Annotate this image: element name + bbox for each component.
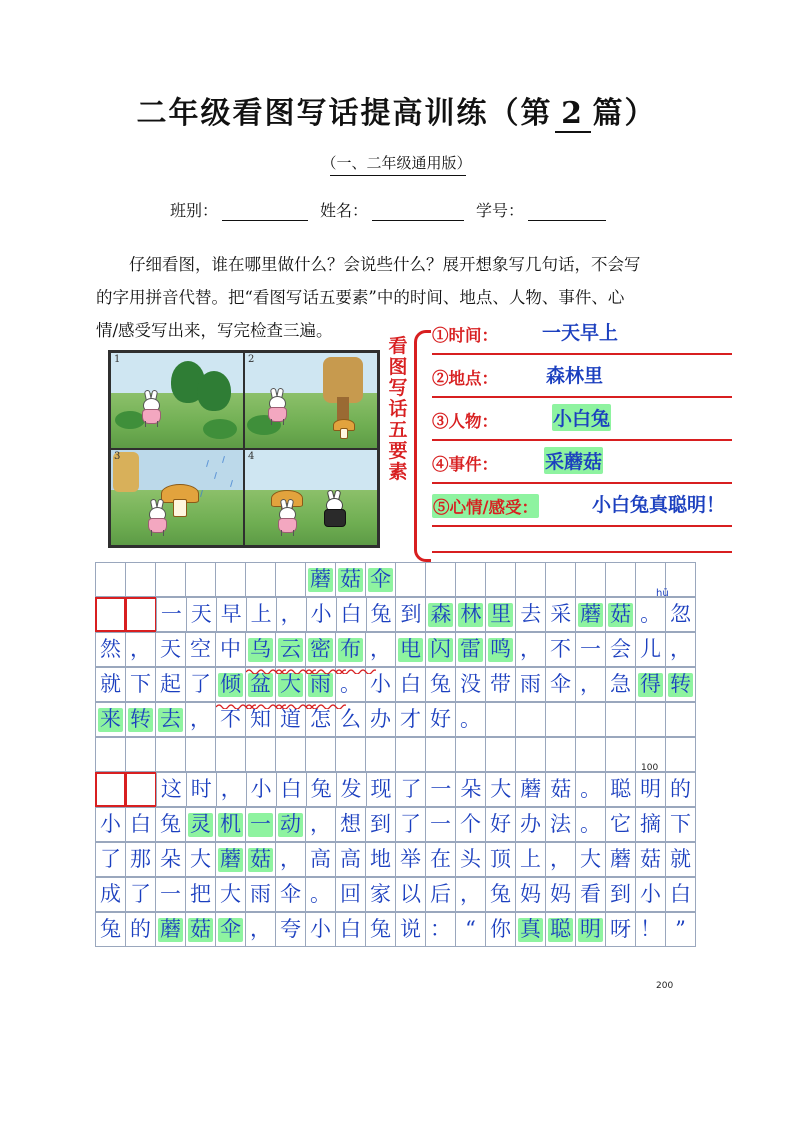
vertical-label-char: 素 [388,461,408,483]
composition-cell[interactable]: 发 [336,772,367,807]
composition-cell[interactable]: 转 [125,702,156,737]
place-value: 森林里 [546,365,604,387]
bunny-figure [265,391,289,425]
composition-row[interactable] [96,738,696,773]
composition-cell[interactable]: 雨 [245,877,276,912]
composition-row[interactable] [96,843,696,878]
composition-cell[interactable] [275,737,306,772]
name-input-line[interactable] [372,204,464,221]
composition-cell[interactable]: 雨 [305,667,336,702]
composition-cell[interactable]: 兔 [155,807,186,842]
composition-cell[interactable]: 怎 [305,702,336,737]
composition-cell[interactable]: 在 [425,842,456,877]
time-label: ①时间： [432,326,498,345]
extra-rule [432,551,732,553]
composition-cell[interactable]: 闪 [425,632,456,667]
student-id-label: 学号： [476,201,525,220]
composition-cell[interactable] [485,737,516,772]
composition-cell[interactable]: 雷 [455,632,486,667]
composition-cell[interactable] [125,562,156,597]
composition-cell[interactable]: 儿 [635,632,666,667]
composition-cell[interactable]: 看 [575,877,606,912]
composition-cell[interactable]: 那 [125,842,156,877]
composition-cell[interactable]: 鸣 [485,632,516,667]
composition-cell[interactable]: 说 [395,912,426,947]
feeling-label: ⑤心情/感受： [432,494,539,518]
vertical-label-char: 写 [388,377,408,399]
five-element-row-feeling [432,490,732,533]
composition-cell[interactable]: 了 [185,667,216,702]
composition-cell[interactable]: 盆 [245,667,276,702]
composition-cell[interactable] [185,737,216,772]
composition-cell[interactable]: 妈 [545,877,576,912]
composition-cell[interactable]: ， [365,632,396,667]
composition-cell[interactable]: 把 [185,877,216,912]
composition-cell[interactable]: 摘 [635,807,666,842]
composition-cell[interactable]: 菇 [635,842,666,877]
composition-cell[interactable]: 兔 [425,667,456,702]
title-suffix: 篇） [592,96,657,131]
composition-cell[interactable]: 不 [545,632,576,667]
composition-cell[interactable]: 头 [455,842,486,877]
place-rule [432,396,732,398]
composition-cell[interactable]: 急 [605,667,636,702]
picture-panel-3-number: 3 [114,451,121,462]
composition-cell[interactable]: ， [305,807,336,842]
composition-cell[interactable] [665,702,696,737]
composition-cell[interactable]: 明 [575,912,606,947]
composition-cell[interactable]: 你 [485,912,516,947]
composition-cell[interactable]: ， [185,702,216,737]
composition-cell[interactable]: 小 [306,597,337,632]
composition-cell[interactable]: 伞 [545,667,576,702]
composition-cell[interactable]: 。 [305,877,336,912]
composition-cell[interactable]: 白 [665,877,696,912]
composition-cell[interactable]: 一 [156,597,187,632]
picture-panel-1-number: 1 [114,354,121,365]
composition-cell[interactable] [395,737,426,772]
composition-cell[interactable]: 小 [635,877,666,912]
composition-cell[interactable]: 回 [335,877,366,912]
composition-cell[interactable]: 明 [635,772,666,807]
time-rule [432,353,732,355]
composition-cell[interactable]: 这 [156,772,187,807]
composition-cell[interactable]: 白 [276,772,307,807]
composition-row[interactable] [96,668,696,703]
feeling-value: 小白兔真聪明！ [592,494,726,516]
page-subtitle: （一、二年级通用版） [321,154,472,172]
character-value: 小白兔 [552,404,611,431]
composition-cell[interactable]: 一 [425,807,456,842]
composition-cell[interactable]: 蘑 [575,597,606,632]
composition-cell[interactable]: 森 [425,597,456,632]
composition-row[interactable] [96,773,696,808]
composition-cell[interactable]: 蘑 [215,842,246,877]
composition-cell[interactable]: 伞 [275,877,306,912]
picture-panel-2-number: 2 [248,354,255,365]
composition-row[interactable] [96,808,696,843]
composition-cell[interactable]: 蘑 [305,562,336,597]
composition-cell[interactable]: 举 [395,842,426,877]
composition-cell[interactable]: 天 [186,597,217,632]
composition-cell[interactable]: 忽 [665,597,696,632]
composition-cell[interactable] [125,772,156,807]
composition-cell[interactable] [545,702,576,737]
composition-cell[interactable]: 白 [336,597,367,632]
composition-cell[interactable]: 一 [425,772,456,807]
student-info-row [170,198,640,221]
time-value: 一天早上 [542,322,619,344]
composition-cell[interactable]: 大 [485,772,516,807]
composition-cell[interactable] [665,562,696,597]
composition-cell[interactable] [95,737,126,772]
composition-cell[interactable]: 道 [275,702,306,737]
composition-row[interactable] [96,878,696,913]
composition-cell[interactable]: ， [245,912,276,947]
composition-cell[interactable]: 地 [365,842,396,877]
composition-cell[interactable] [455,737,486,772]
composition-cell[interactable]: 伞 [365,562,396,597]
place-label: ②地点： [432,369,498,388]
composition-cell[interactable]: 高 [305,842,336,877]
composition-cell[interactable]: ， [216,772,247,807]
bunny-figure [139,393,163,427]
composition-cell[interactable]: 到 [395,597,426,632]
composition-cell[interactable]: 带 [485,667,516,702]
composition-cell[interactable]: 早 [216,597,247,632]
composition-cell[interactable]: 菇 [545,772,576,807]
composition-cell[interactable]: 雨 [515,667,546,702]
composition-cell[interactable]: 成 [95,877,126,912]
composition-cell[interactable]: 了 [125,877,156,912]
composition-cell[interactable] [485,702,516,737]
vertical-label-char: 图 [388,356,408,378]
composition-cell[interactable]: 大 [575,842,606,877]
composition-cell[interactable]: 才 [395,702,426,737]
composition-cell[interactable]: 会 [605,632,636,667]
five-element-extra-rule-row [432,533,732,559]
composition-cell[interactable]: 办 [365,702,396,737]
composition-cell[interactable]: 到 [365,807,396,842]
feeling-rule [432,525,732,527]
composition-cell[interactable]: 小 [365,667,396,702]
composition-cell[interactable]: 蘑 [605,842,636,877]
composition-cell[interactable]: 来 [95,702,126,737]
composition-cell[interactable]: 上 [246,597,277,632]
composition-cell[interactable]: 兔 [95,912,126,947]
pinyin-annotation: hū [656,588,669,599]
composition-row[interactable] [96,563,696,598]
composition-cell[interactable] [425,737,456,772]
composition-cell[interactable] [215,562,246,597]
composition-cell[interactable]: ， [665,632,696,667]
composition-cell[interactable]: 空 [185,632,216,667]
mother-rabbit-figure [321,494,347,530]
five-element-row-place [432,361,732,404]
five-elements-list [432,318,732,559]
composition-cell[interactable] [515,562,546,597]
composition-cell[interactable]: 了 [95,842,126,877]
instructions-line-1: 仔细看图，谁在哪里做什么？会说些什么？展开想象写几句话，不会写 [129,255,641,274]
composition-cell[interactable] [275,562,306,597]
bunny-figure [145,502,169,536]
class-label: 班别： [170,201,219,220]
composition-cell[interactable]: 兔 [485,877,516,912]
composition-cell[interactable]: 转 [665,667,696,702]
composition-cell[interactable]: 。 [455,702,486,737]
composition-cell[interactable]: 林 [455,597,486,632]
composition-cell[interactable]: 没 [455,667,486,702]
composition-cell[interactable] [605,702,636,737]
student-id-input-line[interactable] [528,204,606,221]
composition-cell[interactable]: 不 [215,702,246,737]
composition-cell[interactable]: 伞 [215,912,246,947]
composition-cell[interactable]: 大 [185,842,216,877]
composition-cell[interactable]: 一 [155,877,186,912]
composition-cell[interactable]: 小 [95,807,126,842]
composition-cell[interactable] [545,562,576,597]
composition-cell[interactable] [575,737,606,772]
composition-cell[interactable]: 么 [335,702,366,737]
event-value: 采蘑菇 [544,447,603,474]
name-label: 姓名： [320,201,369,220]
count-mark-100: 100 [641,763,659,773]
composition-cell[interactable] [245,737,276,772]
composition-cell[interactable]: ， [515,632,546,667]
title-prefix: 二年级看图写话提高训练（第 [136,96,553,131]
picture-panel-group [108,350,380,548]
composition-cell[interactable]: ， [275,842,306,877]
composition-cell[interactable] [575,702,606,737]
five-element-row-time [432,318,732,361]
composition-cell[interactable]: 真 [515,912,546,947]
composition-cell[interactable] [425,562,456,597]
composition-cell[interactable]: 机 [215,807,246,842]
composition-cell[interactable]: 聪 [605,772,636,807]
five-elements-vertical-label [385,336,411,548]
composition-cell[interactable]: 好 [485,807,516,842]
composition-cell[interactable]: 蘑 [155,912,186,947]
composition-cell[interactable]: ： [425,912,456,947]
composition-cell[interactable]: 一 [245,807,276,842]
vertical-label-char: 要 [388,440,408,462]
composition-cell[interactable]: 。 [635,597,666,632]
composition-cell[interactable]: 。 [575,807,606,842]
composition-cell[interactable] [515,702,546,737]
vertical-label-char: 看 [388,335,408,357]
composition-cell[interactable]: 的 [665,772,696,807]
composition-cell[interactable]: ” [665,912,696,947]
composition-row[interactable] [96,703,696,738]
subtitle-underline [330,175,466,176]
composition-cell[interactable]: 然 [95,632,126,667]
character-rule [432,439,732,441]
composition-cell[interactable] [605,737,636,772]
composition-cell[interactable]: 朵 [155,842,186,877]
composition-row[interactable] [96,633,696,668]
composition-cell[interactable]: 天 [155,632,186,667]
composition-cell[interactable] [305,737,336,772]
composition-cell[interactable]: 一 [575,632,606,667]
composition-row[interactable] [96,598,696,633]
composition-cell[interactable] [665,737,696,772]
composition-cell[interactable]: 蘑 [515,772,546,807]
composition-cell[interactable]: 了 [395,772,426,807]
composition-cell[interactable] [95,562,126,597]
composition-cell[interactable] [455,562,486,597]
vertical-label-char: 话 [388,398,408,420]
title-issue-number: 2 [555,96,591,133]
composition-row[interactable] [96,913,696,948]
composition-cell[interactable]: 到 [605,877,636,912]
composition-cell[interactable]: 以 [395,877,426,912]
composition-cell[interactable]: 呀 [605,912,636,947]
composition-cell[interactable]: 中 [215,632,246,667]
composition-cell[interactable]: ， [125,632,156,667]
composition-cell[interactable]: 时 [186,772,217,807]
composition-cell[interactable] [545,737,576,772]
composition-cell[interactable]: 去 [515,597,546,632]
composition-cell[interactable]: 密 [305,632,336,667]
composition-cell[interactable]: 下 [665,807,696,842]
composition-cell[interactable]: 白 [395,667,426,702]
composition-cell[interactable] [245,562,276,597]
five-element-row-character [432,404,732,447]
composition-cell[interactable]: 个 [455,807,486,842]
composition-cell[interactable] [575,562,606,597]
composition-cell[interactable]: 乌 [245,632,276,667]
composition-cell[interactable]: 法 [545,807,576,842]
composition-cell[interactable]: 高 [335,842,366,877]
composition-cell[interactable]: 下 [125,667,156,702]
composition-cell[interactable]: 上 [515,842,546,877]
composition-cell[interactable]: 就 [665,842,696,877]
composition-cell[interactable]: 布 [335,632,366,667]
composition-cell[interactable]: 动 [275,807,306,842]
composition-cell[interactable]: 朵 [455,772,486,807]
composition-cell[interactable]: 后 [425,877,456,912]
picture-panel-3 [110,449,244,546]
red-brace [414,330,431,562]
composition-cell[interactable]: ！ [635,912,666,947]
composition-cell[interactable]: 妈 [515,877,546,912]
composition-cell[interactable]: 夸 [275,912,306,947]
picture-panel-1 [110,352,244,449]
composition-cell[interactable]: 的 [125,912,156,947]
composition-cell[interactable]: 白 [125,807,156,842]
five-element-row-event [432,447,732,490]
composition-cell[interactable]: 灵 [185,807,216,842]
class-input-line[interactable] [222,204,308,221]
composition-cell[interactable]: 现 [366,772,397,807]
picture-panel-4-number: 4 [248,451,255,462]
composition-cell[interactable] [95,597,126,632]
composition-cell[interactable]: 知 [245,702,276,737]
composition-cell[interactable]: 它 [605,807,636,842]
composition-cell[interactable]: 。 [335,667,366,702]
composition-cell[interactable] [215,737,246,772]
composition-cell[interactable]: 里 [485,597,516,632]
composition-cell[interactable]: 聪 [545,912,576,947]
event-rule [432,482,732,484]
composition-cell[interactable]: 办 [515,807,546,842]
picture-panel-2 [244,352,378,449]
composition-cell[interactable]: 想 [335,807,366,842]
composition-cell[interactable]: 兔 [365,912,396,947]
event-label: ④事件： [432,455,498,474]
composition-cell[interactable]: 兔 [366,597,397,632]
composition-cell[interactable]: 大 [275,667,306,702]
picture-panel-4 [244,449,378,546]
instructions-line-2: 的字用拼音代替。把“看图写话五要素”中的时间、地点、人物、事件、心 [96,288,625,307]
composition-cell[interactable] [635,702,666,737]
composition-cell[interactable]: 小 [305,912,336,947]
count-mark-200: 200 [656,981,674,991]
composition-cell[interactable]: “ [455,912,486,947]
composition-cell[interactable]: 电 [395,632,426,667]
composition-cell[interactable] [335,737,366,772]
composition-cell[interactable]: 菇 [245,842,276,877]
composition-cell[interactable] [95,772,126,807]
composition-cell[interactable]: 起 [155,667,186,702]
composition-cell[interactable]: 菇 [185,912,216,947]
composition-cell[interactable] [395,562,426,597]
composition-cell[interactable]: 了 [395,807,426,842]
composition-cell[interactable]: 兔 [306,772,337,807]
composition-cell[interactable] [155,737,186,772]
composition-cell[interactable]: 小 [246,772,277,807]
composition-grid[interactable] [96,563,696,991]
composition-cell[interactable] [155,562,186,597]
composition-cell[interactable] [605,562,636,597]
composition-cell[interactable]: ， [276,597,307,632]
composition-cell[interactable]: 就 [95,667,126,702]
composition-cell[interactable] [515,737,546,772]
instructions-line-3: 情/感受写出来，写完检查三遍。 [96,321,333,340]
composition-cell[interactable]: 倾 [215,667,246,702]
composition-cell[interactable]: 得 [635,667,666,702]
composition-cell[interactable] [185,562,216,597]
composition-cell[interactable]: ， [545,842,576,877]
composition-cell[interactable] [365,737,396,772]
composition-cell[interactable]: 顶 [485,842,516,877]
composition-cell[interactable]: 好 [425,702,456,737]
composition-cell[interactable]: ， [455,877,486,912]
composition-cell[interactable] [485,562,516,597]
bunny-figure [275,502,299,536]
composition-cell[interactable]: 菇 [335,562,366,597]
composition-cell[interactable]: 大 [215,877,246,912]
composition-cell[interactable]: 去 [155,702,186,737]
vertical-label-char: 五 [388,419,408,441]
composition-cell[interactable]: 家 [365,877,396,912]
composition-cell[interactable]: 菇 [605,597,636,632]
character-label: ③人物： [432,412,498,431]
composition-cell[interactable]: 采 [545,597,576,632]
composition-cell[interactable] [125,597,156,632]
composition-cell[interactable]: 白 [335,912,366,947]
composition-cell[interactable]: ， [575,667,606,702]
composition-cell[interactable]: 云 [275,632,306,667]
composition-cell[interactable]: 。 [575,772,606,807]
page-title [0,88,793,133]
composition-cell[interactable] [125,737,156,772]
